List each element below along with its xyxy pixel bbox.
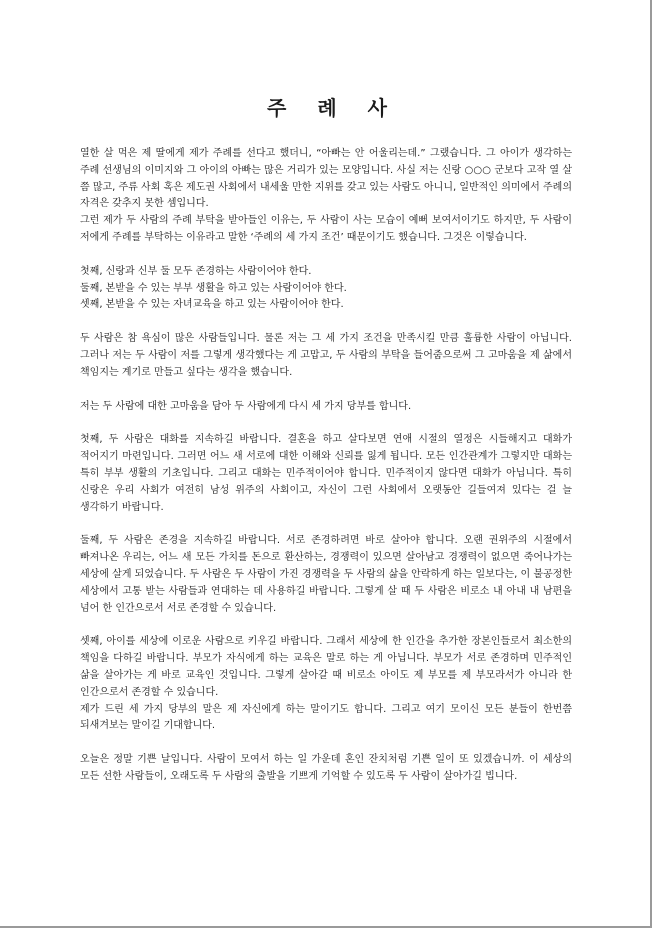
paragraph: 제가 드린 세 가지 당부의 말은 제 자신에게 하는 말이기도 합니다. 그리고 여기 모이신 모든 분들이 한번쯤 되새겨보는 말이길 기대합니다. <box>80 703 572 732</box>
paragraph: 저는 두 사람에 대한 고마움을 담아 두 사람에게 다시 세 가지 당부를 합니다. <box>80 400 412 412</box>
paragraph-gap <box>80 247 572 264</box>
paragraph: 셋째, 아이를 세상에 이로운 사람으로 키우길 바랍니다. 그래서 세상에 한 인간을 추가한 장본인들로서 최소한의 책임을 다하길 바랍니다. 부모가 자식에게 하는 교육은 말로 하는 게 아닙니다. 부모가 서로 존경하며 민주적인 삶을 살아가는 게 바로 교육인 것입니다. 그렇게 살아갈 때 비로소 아이도 제 부모를 제 부모라서가 아니라 한 인간으로서 존경할 수 있습니다. <box>80 636 572 698</box>
document-title: 주 례 사 <box>267 96 399 120</box>
paragraph-gap <box>80 415 572 432</box>
paragraph: 그런 제가 두 사람의 주례 부탁을 받아들인 이유는, 두 사람이 사는 모습이 예뻐 보여서이기도 하지만, 두 사람이 저에게 주례를 부탁하는 이유라고 말한 ‘주례의 세 가지 조건’ 때문이기도 했습니다. 그것은 이렇습니다. <box>80 215 572 243</box>
paragraph: 오늘은 정말 기쁜 날입니다. 사람이 모여서 하는 일 가운데 혼인 잔치처럼 기쁜 일이 또 있겠습니까. 이 세상의 모든 선한 사람들이, 오래도록 두 사람의 출발을 기쁘게 기억할 수 있도록 두 사람이 살아가길 빕니다. <box>80 754 572 782</box>
list-item: 셋째, 본받을 수 있는 자녀교육을 하고 있는 사람이어야 한다. <box>80 299 344 311</box>
paragraph-gap <box>80 382 572 399</box>
list-item: 둘째, 본받을 수 있는 부부 생활을 하고 있는 사람이어야 한다. <box>80 282 347 294</box>
paragraph: 열한 살 먹은 제 딸에게 제가 주례를 선다고 했더니, “아빠는 안 어울리는데.” 그랬습니다. 그 아이가 생각하는 주례 선생님의 이미지와 그 아이의 아빠는 많은 거리가 있는 모양입니다. 사실 저는 신랑 ○○○ 군보다 고작 열 살 쯤 많고, 주류 사회 혹은 제도권 사회에서 내세울 만한 지위를 갖고 있는 사람도 아니니, 일반적인 의미에서 주례의 자격은 갖추지 못한 셈입니다. <box>80 148 572 210</box>
paragraph-gap <box>80 617 572 634</box>
conditions-list <box>80 264 572 314</box>
paragraph-gap <box>80 735 572 752</box>
paragraph: 첫째, 두 사람은 대화를 지속하길 바랍니다. 결혼을 하고 살다보면 연애 시절의 열정은 시들해지고 대화가 적어지기 마련입니다. 그러면 어느 새 서로에 대한 이해와 신뢰를 잃게 됩니다. 모든 인간관계가 그렇지만 대화는 특히 부부 생활의 기초입니다. 그리고 대화는 민주적이어야 합니다. 민주적이지 않다면 대화가 아닙니다. 특히 신랑은 우리 사회가 여전히 남성 위주의 사회이고, 자신이 그런 사회에서 오랫동안 길들여져 있다는 걸 늘 생각하기 바랍니다. <box>80 434 572 513</box>
paragraph-gap <box>80 516 572 533</box>
paragraph: 두 사람은 참 욕심이 많은 사람들입니다. 물론 저는 그 세 가지 조건을 만족시킬 만큼 훌륭한 사람이 아닙니다. 그러나 저는 두 사람이 저를 그렇게 생각했다는 게 고맙고, 두 사람의 부탁을 들어줌으로써 그 고마움을 제 삶에서 책임지는 계기로 만들고 싶다는 생각을 했습니다. <box>80 333 572 378</box>
list-item: 첫째, 신랑과 신부 둘 모두 존경하는 사람이어야 한다. <box>80 265 312 277</box>
paragraph-gap <box>80 314 572 331</box>
section-intro <box>80 146 572 247</box>
document-body <box>80 96 572 786</box>
section-third-request <box>80 634 572 735</box>
paragraph: 둘째, 두 사람은 존경을 지속하길 바랍니다. 서로 존경하려면 바로 살아야 합니다. 오랜 권위주의 시절에서 빠져나온 우리는, 어느 새 모든 가치를 돈으로 환산하는, 경쟁력이 있으면 살아남고 경쟁력이 없으면 죽어나가는 세상에 살게 되었습니다. 두 사람은 두 사람이 가진 경쟁력을 두 사람의 삶을 안락하게 하는 일보다는, 이 불공정한 세상에서 고통 받는 사람들과 연대하는 데 사용하길 바랍니다. 그렇게 살 때 두 사람은 비로소 내 아내 내 남편을 넘어 한 인간으로서 서로 존경할 수 있습니다. <box>80 535 572 614</box>
